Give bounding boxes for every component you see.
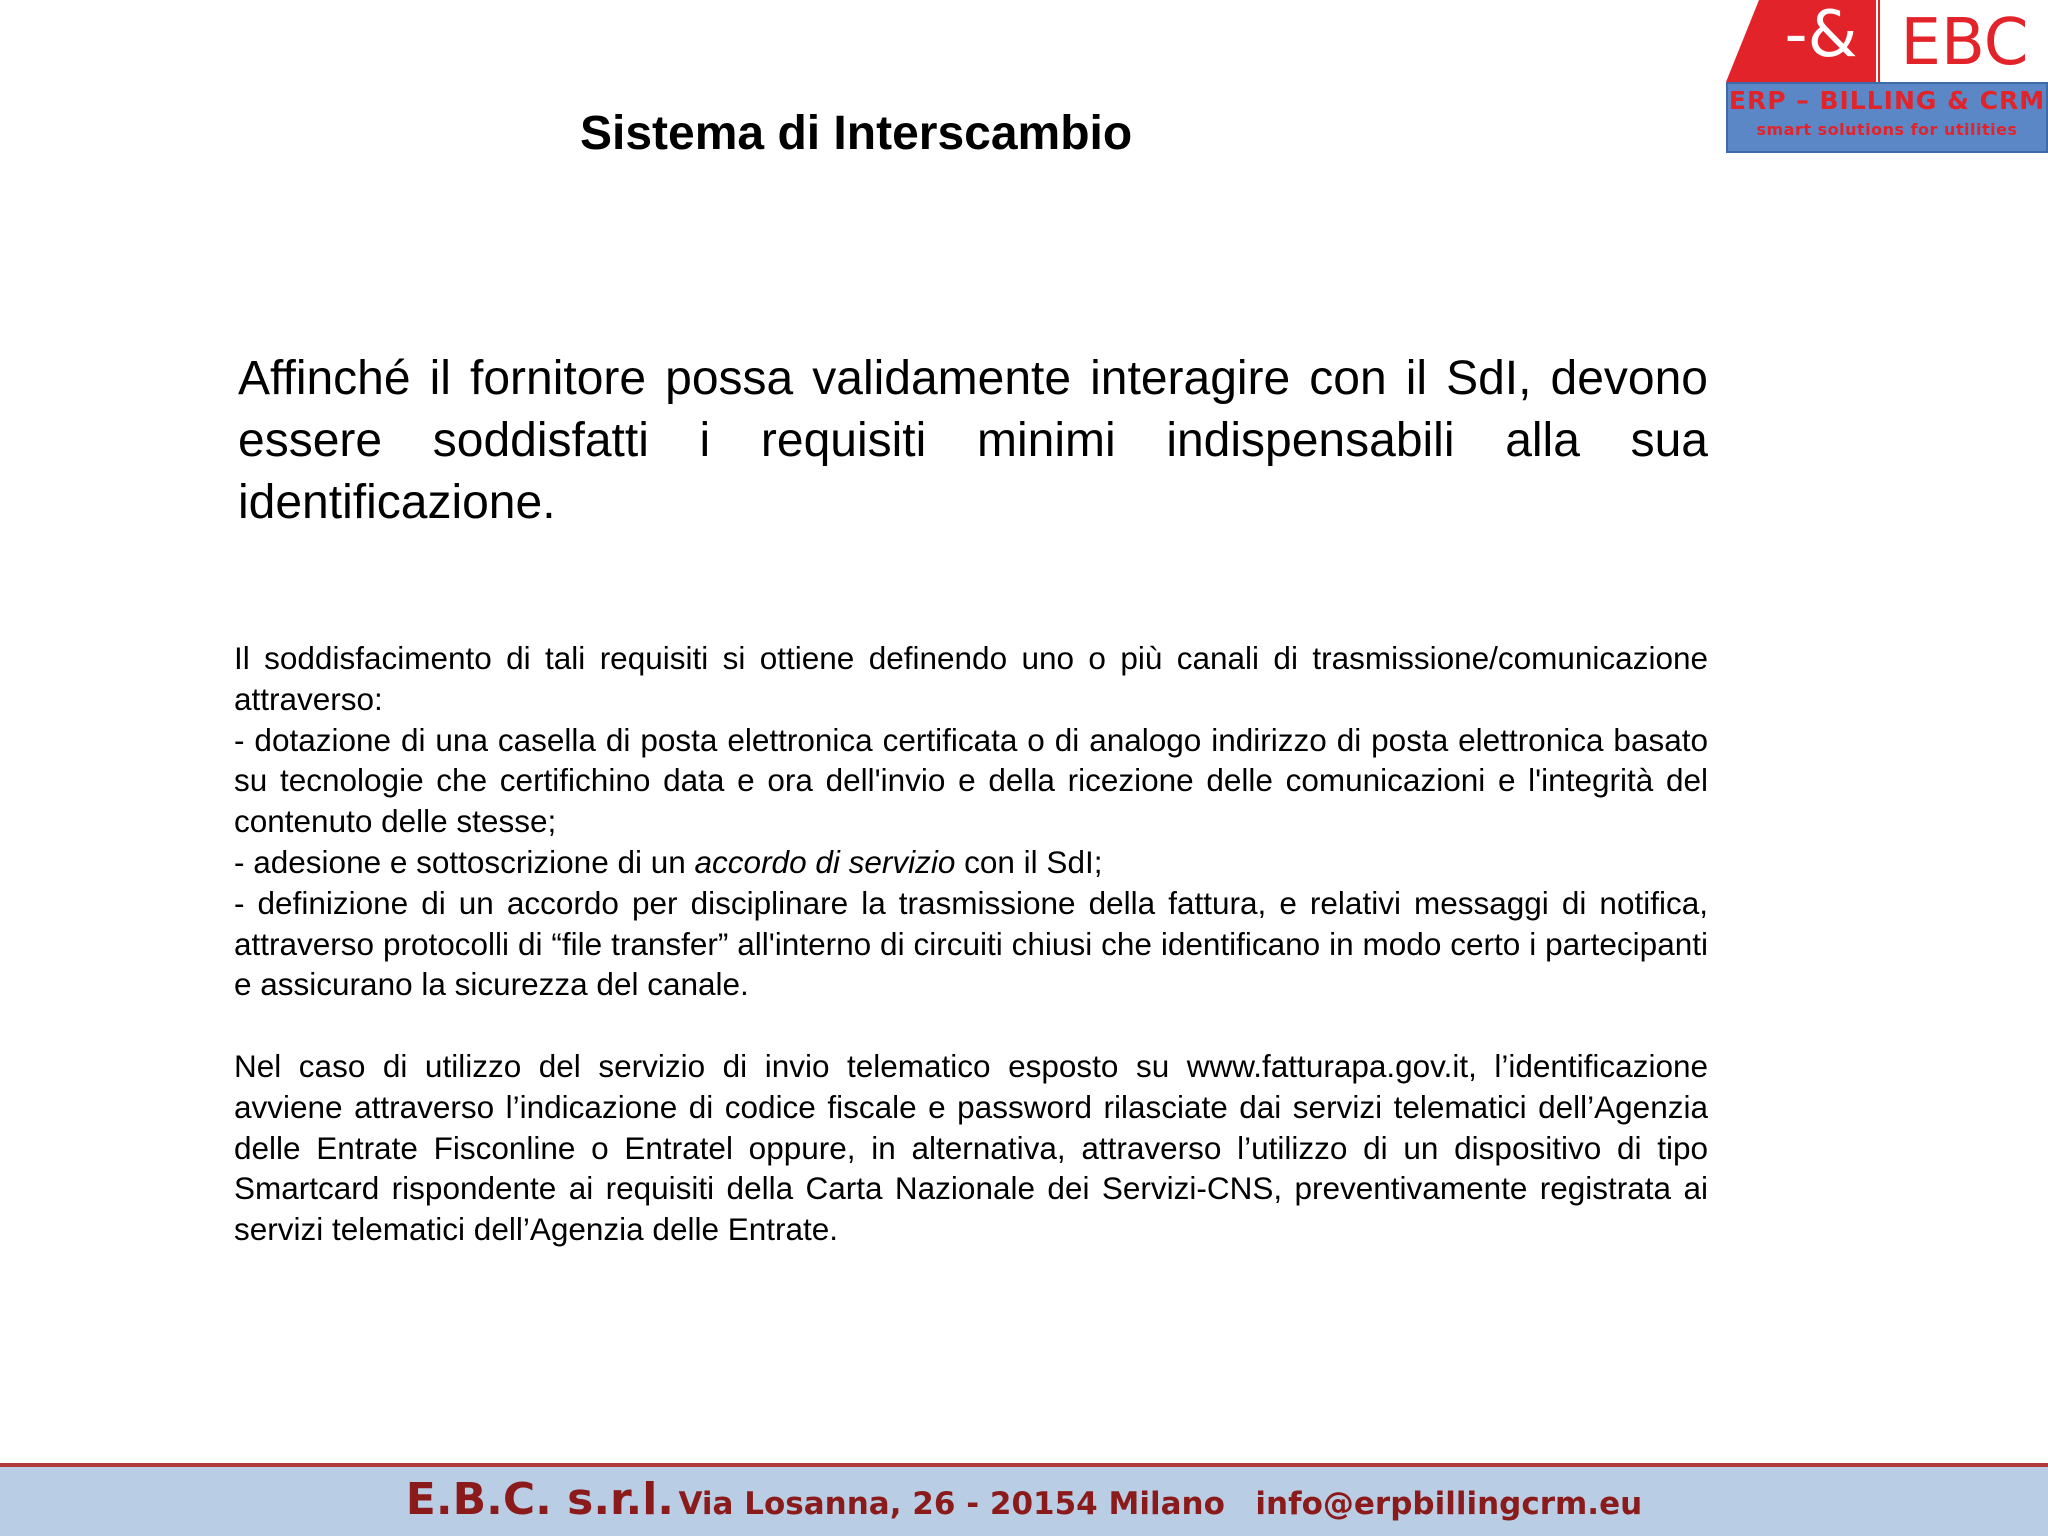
logo-subtagline: smart solutions for utilities	[1756, 120, 2018, 139]
requirement-item-service-agreement	[234, 842, 1708, 883]
body-text	[234, 638, 1708, 1250]
requirement-item-pec: - dotazione di una casella di posta elettronica certificata o di analogo indirizzo di posta elettronica basato su tecnologie che certifichino data e ora dell'invio e della ricezione delle comunicazioni e l'integrità del contenuto delle stesse;	[234, 721, 1708, 840]
logo-brand: EBC	[1900, 6, 2029, 80]
item2-prefix: - adesione e sottoscrizione di un	[234, 843, 695, 880]
item2-suffix: con il SdI;	[955, 843, 1103, 880]
intro-paragraph: Il soddisfacimento di tali requisiti si ottiene definendo uno o più canali di trasmissione/comunicazione attraverso:	[234, 640, 1708, 717]
item2-emphasis: accordo di servizio	[694, 843, 956, 880]
company-logo	[1726, 0, 2048, 153]
telematic-paragraph: Nel caso di utilizzo del servizio di invio telematico esposto su www.fatturapa.gov.it, l’identificazione avviene attraverso l’indicazione di codice fiscale e password rilasciate dai servizi telematici dell’Agenzia delle Entrate Fisconline o Entratel oppure, in alternativa, attraverso l’utilizzo di un dispositivo di tipo Smartcard rispondente ai requisiti della Carta Nazionale dei Servizi-CNS, preventivamente registrata ai servizi telematici dell’Agenzia delle Entrate.	[234, 1047, 1708, 1248]
logo-symbol: -&	[1784, 0, 1858, 72]
logo-divider	[1878, 0, 1880, 82]
footer-address: Via Losanna, 26 - 20154 Milano	[678, 1486, 1225, 1522]
lead-paragraph: Affinché il fornitore possa validamente interagire con il SdI, devono essere soddisfatti i requisiti minimi indispensabili alla sua identificazione.	[238, 352, 1708, 529]
slide-title: Sistema di Interscambio	[580, 107, 1133, 160]
footer-email[interactable]: info@erpbillingcrm.eu	[1255, 1486, 1643, 1522]
footer-company: E.B.C. s.r.l.	[405, 1474, 674, 1525]
requirement-item-file-transfer: - definizione di un accordo per disciplinare la trasmissione della fattura, e relativi messaggi di notifica, attraverso protocolli di “file transfer” all'interno di circuiti chiusi che identificano in modo certo i partecipanti e assicurano la sicurezza del canale.	[234, 884, 1708, 1003]
footer-bar	[0, 1463, 2048, 1536]
logo-tagline: ERP – BILLING & CRM	[1728, 86, 2046, 115]
